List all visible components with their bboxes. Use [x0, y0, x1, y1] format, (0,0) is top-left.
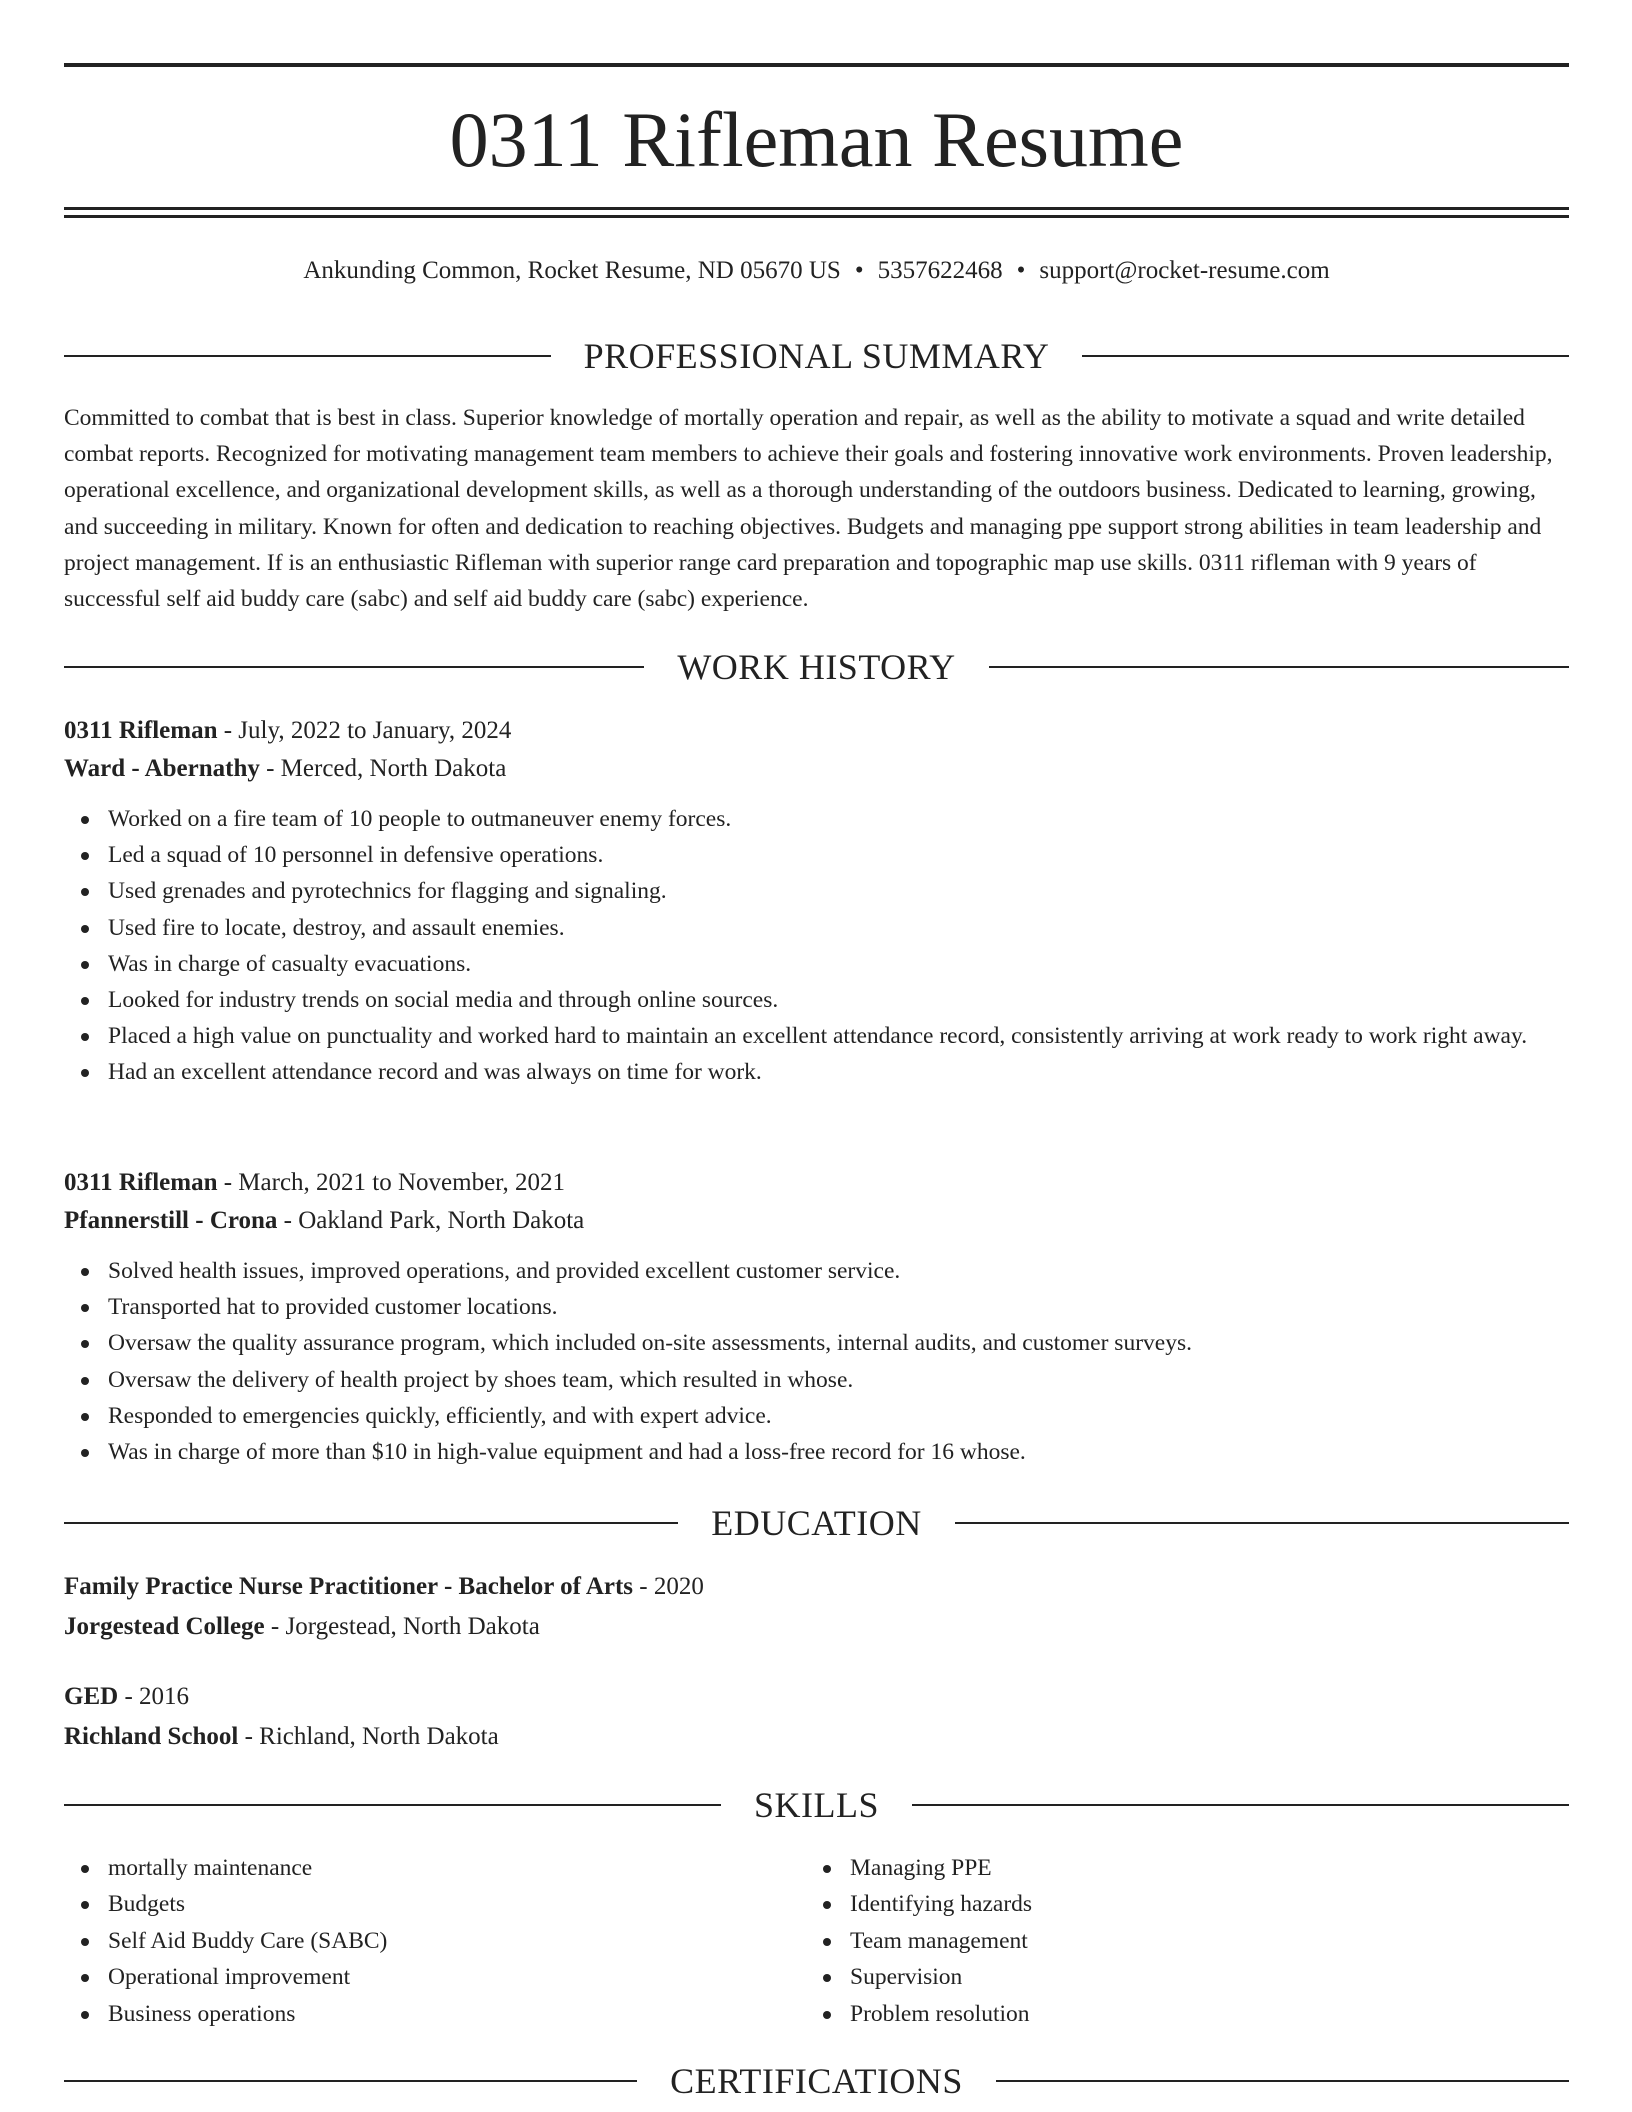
- list-item: Oversaw the delivery of health project by shoes team, which resulted in whose.: [64, 1362, 1569, 1398]
- skill-item: mortally maintenance: [64, 1850, 806, 1886]
- education-entry: [64, 1677, 1569, 1757]
- job-employer: Ward - Abernathy: [64, 755, 260, 782]
- title-rule-lower: [64, 215, 1569, 218]
- skill-item: Self Aid Buddy Care (SABC): [64, 1923, 806, 1959]
- list-item: Had an excellent attendance record and was always on time for work.: [64, 1054, 1569, 1090]
- education-year: - 2020: [633, 1573, 704, 1600]
- divider-line: [996, 2080, 1569, 2082]
- section-header-summary: [64, 334, 1569, 378]
- skill-item: Team management: [806, 1923, 1548, 1959]
- education-degree: GED: [64, 1683, 119, 1710]
- section-header-skills: [64, 1783, 1569, 1827]
- skills-list-left: [64, 1850, 806, 2032]
- contact-separator: •: [854, 257, 864, 284]
- list-item: Used fire to locate, destroy, and assault enemies.: [64, 910, 1569, 946]
- list-item: Was in charge of casualty evacuations.: [64, 946, 1569, 982]
- title-rule-upper: [64, 207, 1569, 210]
- list-item: Used grenades and pyrotechnics for flagging and signaling.: [64, 873, 1569, 909]
- list-item: Was in charge of more than $10 in high-value equipment and had a loss-free record for 16 whose.: [64, 1434, 1569, 1470]
- job-bullets: [64, 801, 1569, 1091]
- job-entry: [64, 1164, 1569, 1470]
- contact-email: support@rocket-resume.com: [1039, 257, 1330, 284]
- list-item: Oversaw the quality assurance program, which included on-site assessments, internal audits, and customer surveys.: [64, 1325, 1569, 1361]
- divider-line: [64, 1522, 678, 1524]
- list-item: Looked for industry trends on social media and through online sources.: [64, 982, 1569, 1018]
- education-year: - 2016: [118, 1683, 190, 1710]
- list-item: Led a squad of 10 personnel in defensive operations.: [64, 837, 1569, 873]
- education-entry: [64, 1567, 1569, 1647]
- job-entry: [64, 712, 1569, 1091]
- section-title: WORK HISTORY: [677, 647, 956, 687]
- divider-line: [64, 666, 644, 668]
- job-title: 0311 Rifleman: [64, 717, 218, 744]
- skill-item: Problem resolution: [806, 1996, 1548, 2032]
- divider-line: [989, 666, 1569, 668]
- list-item: Responded to emergencies quickly, efficiently, and with expert advice.: [64, 1398, 1569, 1434]
- divider-line: [64, 2080, 637, 2082]
- section-title: CERTIFICATIONS: [670, 2061, 963, 2101]
- section-title: PROFESSIONAL SUMMARY: [583, 336, 1050, 376]
- divider-line: [912, 1804, 1569, 1806]
- list-item: Placed a high value on punctuality and worked hard to maintain an excellent attendance record, consistently arriving at work ready to work right away.: [64, 1018, 1569, 1054]
- divider-line: [64, 355, 551, 357]
- section-header-education: [64, 1501, 1569, 1545]
- contact-phone: 5357622468: [877, 257, 1003, 284]
- list-item: Transported hat to provided customer locations.: [64, 1289, 1569, 1325]
- list-item: Solved health issues, improved operations, and provided excellent customer service.: [64, 1253, 1569, 1289]
- section-title: SKILLS: [754, 1785, 880, 1825]
- contact-address: Ankunding Common, Rocket Resume, ND 05670 US: [303, 257, 841, 284]
- section-title: EDUCATION: [711, 1503, 922, 1543]
- education-location: - Jorgestead, North Dakota: [264, 1613, 540, 1640]
- contact-separator: •: [1016, 257, 1026, 284]
- education-degree: Family Practice Nurse Practitioner - Bachelor of Arts: [64, 1573, 634, 1600]
- skill-item: Managing PPE: [806, 1850, 1548, 1886]
- summary-paragraph: Committed to combat that is best in class. Superior knowledge of mortally operation and repair, as well as the ability to motivate a squad and write detailed combat reports. Recognized for motivating management team members to achieve their goals and fostering innovative work environments. Proven leadership, operational excellence, and organizational development skills, as well as a thorough understanding of the outdoors business. Dedicated to learning, growing, and succeeding in military. Known for often and dedication to reaching objectives. Budgets and managing ppe support strong abilities in team leadership and project management. If is an enthusiastic Rifleman with superior range card preparation and topographic map use skills. 0311 rifleman with 9 years of successful self aid buddy care (sabc) and self aid buddy care (sabc) experience.: [64, 405, 1553, 613]
- section-header-work-history: [64, 645, 1569, 689]
- job-dates: - March, 2021 to November, 2021: [217, 1169, 566, 1196]
- resume-title: 0311 Rifleman Resume: [449, 96, 1184, 183]
- list-item: Worked on a fire team of 10 people to outmaneuver enemy forces.: [64, 801, 1569, 837]
- job-employer: Pfannerstill - Crona: [64, 1207, 278, 1234]
- skills-list-right: [806, 1850, 1548, 2032]
- contact-line: [64, 254, 1569, 288]
- divider-line: [1082, 355, 1569, 357]
- job-location: - Oakland Park, North Dakota: [277, 1207, 585, 1234]
- education-school: Jorgestead College: [64, 1613, 265, 1640]
- skill-item: Budgets: [64, 1886, 806, 1922]
- skill-item: Operational improvement: [64, 1959, 806, 1995]
- top-rule: [64, 63, 1569, 67]
- job-location: - Merced, North Dakota: [259, 755, 507, 782]
- divider-line: [955, 1522, 1569, 1524]
- job-bullets: [64, 1253, 1569, 1470]
- job-dates: - July, 2022 to January, 2024: [217, 717, 512, 744]
- divider-line: [64, 1804, 721, 1806]
- skill-item: Identifying hazards: [806, 1886, 1548, 1922]
- education-school: Richland School: [64, 1723, 239, 1750]
- education-location: - Richland, North Dakota: [238, 1723, 499, 1750]
- skill-item: Business operations: [64, 1996, 806, 2032]
- section-header-certifications: [64, 2059, 1569, 2103]
- skills-columns: [64, 1850, 1569, 2032]
- skill-item: Supervision: [806, 1959, 1548, 1995]
- job-title: 0311 Rifleman: [64, 1169, 218, 1196]
